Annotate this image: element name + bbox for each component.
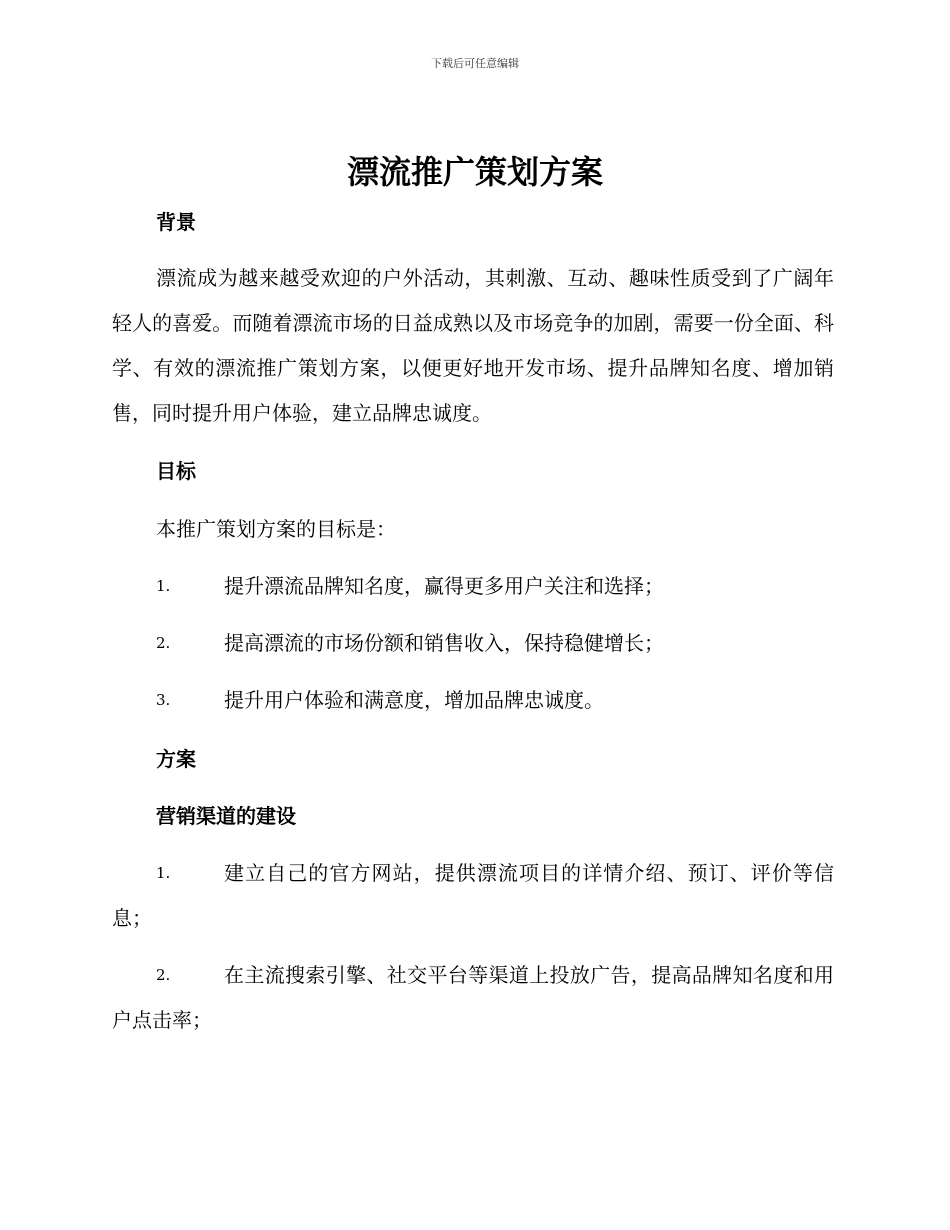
list-item: [112, 851, 834, 941]
list-number: 1.: [156, 864, 171, 882]
list-number: 3.: [156, 691, 171, 709]
list-text: 提升漂流品牌知名度，赢得更多用户关注和选择；: [224, 574, 664, 598]
list-text: 提高漂流的市场份额和销售收入，保持稳健增长；: [224, 631, 664, 655]
list-item: [112, 678, 834, 723]
header-note: 下载后可任意编辑: [431, 57, 519, 70]
section-heading-goals: 目标: [156, 459, 196, 483]
list-item: [112, 621, 834, 666]
list-number: 1.: [156, 577, 171, 595]
list-number: 2.: [156, 966, 171, 984]
list-text: 建立自己的官方网站，提供漂流项目的详情介绍、预订、评价等信息；: [112, 861, 834, 930]
list-item: [112, 953, 834, 1043]
list-text: 在主流搜索引擎、社交平台等渠道上投放广告，提高品牌知名度和用户点击率；: [112, 963, 834, 1032]
list-item: [112, 564, 834, 609]
subsection-heading-channels: 营销渠道的建设: [156, 804, 296, 828]
document-title: 漂流推广策划方案: [346, 153, 603, 191]
background-paragraph: 漂流成为越来越受欢迎的户外活动，其刺激、互动、趣味性质受到了广阔年轻人的喜爱。而随着漂流市场的日益成熟以及市场竞争的加剧，需要一份全面、科学、有效的漂流推广策划方案，以便更好地开发市场、提升品牌知名度、增加销售，同时提升用户体验，建立品牌忠诚度。: [112, 266, 834, 425]
section-heading-background: 背景: [156, 210, 196, 234]
list-text: 提升用户体验和满意度，增加品牌忠诚度。: [224, 688, 604, 712]
list-number: 2.: [156, 634, 171, 652]
section-heading-plan: 方案: [156, 747, 196, 771]
goals-intro: 本推广策划方案的目标是：: [156, 517, 396, 541]
